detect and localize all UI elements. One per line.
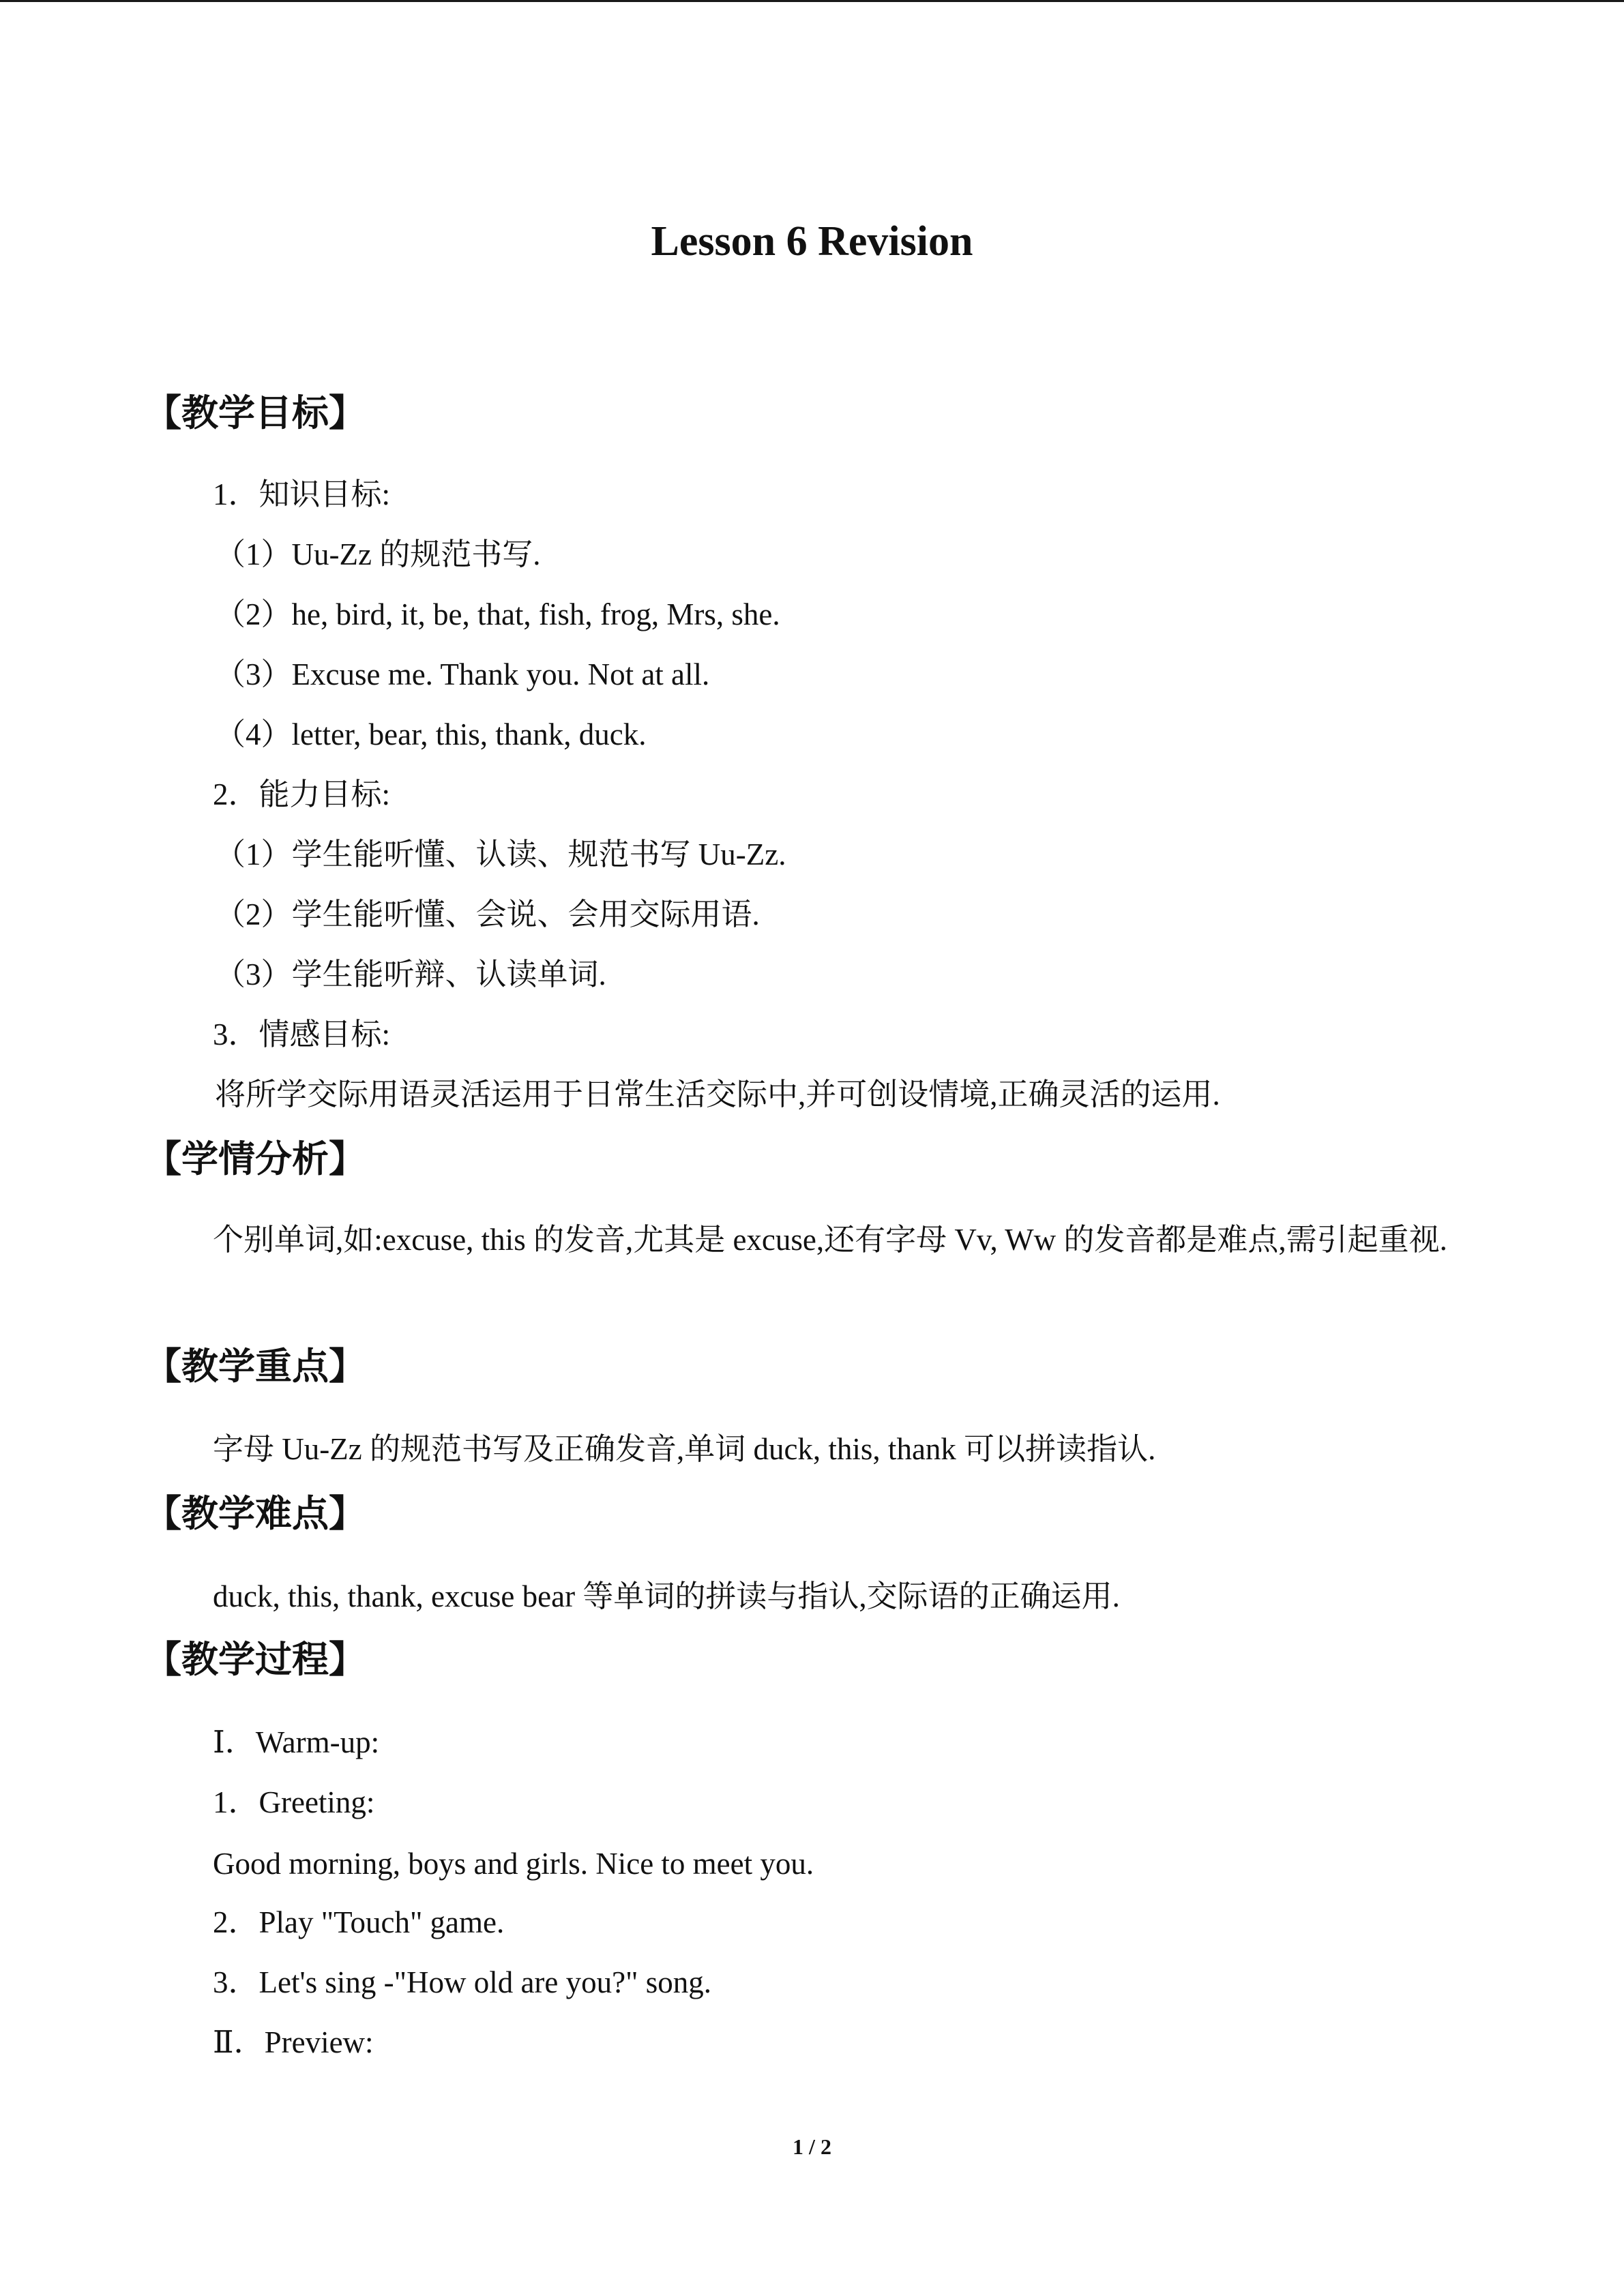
page-number: 1 / 2	[793, 2134, 831, 2159]
greeting-label: 1．Greeting:	[213, 1785, 375, 1819]
knowledge-item-4: （4）letter, bear, this, thank, duck.	[215, 717, 647, 751]
section-heading-objectives: 【教学目标】	[145, 391, 366, 434]
knowledge-item-2: （2）he, bird, it, be, that, fish, frog, Mrs, she.	[215, 597, 780, 631]
section-heading-difficulties: 【教学难点】	[145, 1492, 366, 1535]
section-heading-analysis: 【学情分析】	[145, 1137, 366, 1180]
emotion-objectives-text: 将所学交际用语灵活运用于日常生活交际中,并可创设情境,正确灵活的运用.	[215, 1077, 1220, 1112]
ability-item-2: （2）学生能听懂、会说、会用交际用语.	[215, 897, 760, 931]
emotion-objectives-label: 3．情感目标:	[213, 1017, 391, 1052]
greeting-text: Good morning, boys and girls. Nice to meet you.	[213, 1847, 814, 1881]
document-title: Lesson 6 Revision	[651, 218, 973, 265]
knowledge-item-1: （1）Uu-Zz 的规范书写.	[215, 537, 541, 571]
key-points-text: 字母 Uu-Zz 的规范书写及正确发音,单词 duck, this, thank 可以拼读指认.	[213, 1432, 1156, 1466]
ability-item-1: （1）学生能听懂、认读、规范书写 Uu-Zz.	[215, 837, 786, 871]
section-heading-key-points: 【教学重点】	[145, 1345, 366, 1388]
ability-objectives-label: 2．能力目标:	[213, 777, 391, 811]
section-heading-process: 【教学过程】	[145, 1638, 366, 1681]
page-top-border	[0, 0, 1624, 2]
process-step-2: 2．Play "Touch" game.	[213, 1905, 505, 1939]
knowledge-objectives-label: 1．知识目标:	[213, 477, 391, 511]
process-step-3: 3．Let's sing -"How old are you?" song.	[213, 1965, 711, 1999]
ability-item-3: （3）学生能听辩、认读单词.	[215, 957, 606, 992]
knowledge-item-3: （3）Excuse me. Thank you. Not at all.	[215, 657, 710, 691]
warmup-label: Ⅰ．Warm-up:	[213, 1725, 380, 1759]
analysis-paragraph: 个别单词,如:excuse, this 的发音,尤其是 excuse,还有字母 Vv, Ww 的发音都是难点,需引起重视.	[213, 1223, 1447, 1257]
difficulties-text: duck, this, thank, excuse bear 等单词的拼读与指认,交际语的正确运用.	[213, 1579, 1120, 1613]
preview-label: Ⅱ．Preview:	[213, 2025, 374, 2059]
